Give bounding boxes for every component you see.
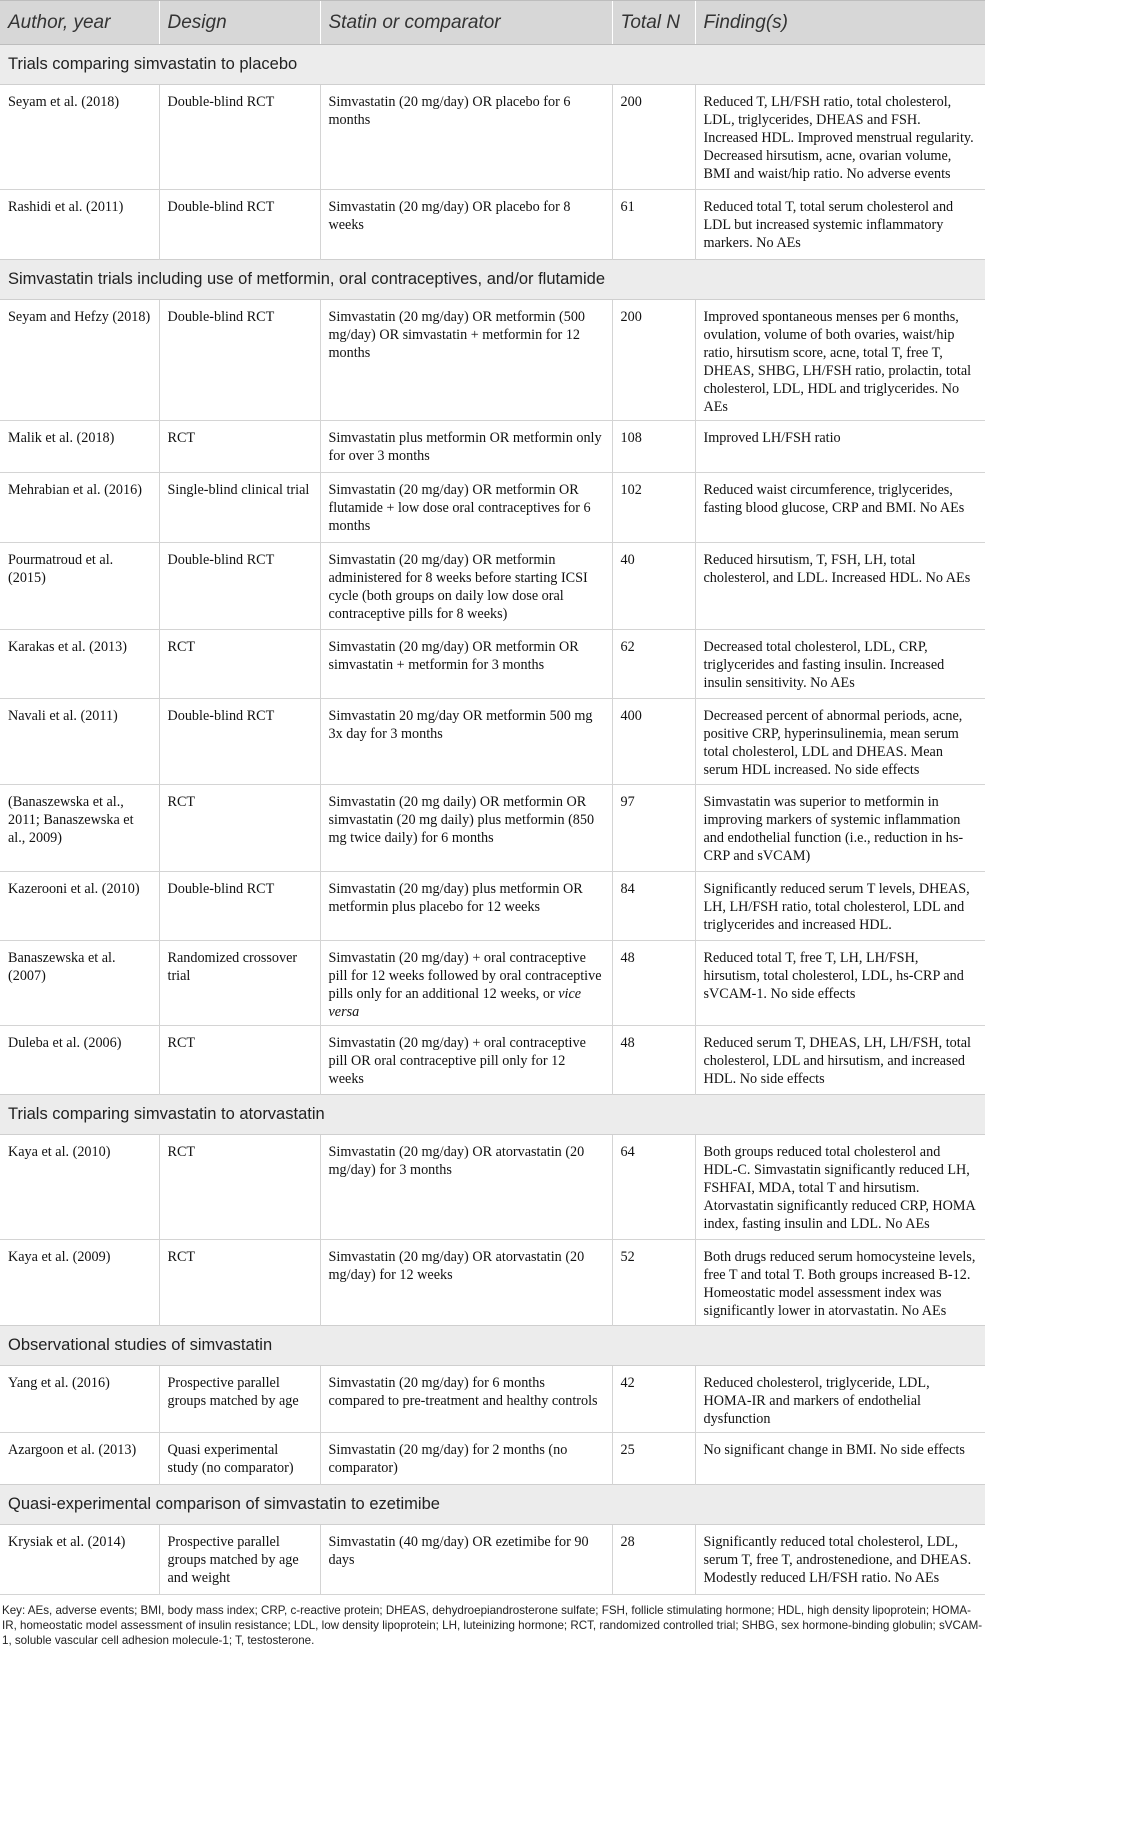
table-row	[0, 872, 985, 941]
table-row	[0, 543, 985, 630]
total-n-cell: 48	[612, 1026, 695, 1095]
section-title: Trials comparing simvastatin to atorvastatin	[0, 1095, 985, 1135]
table-row	[0, 300, 985, 421]
total-n-cell: 28	[612, 1525, 695, 1594]
table-row	[0, 699, 985, 785]
statin-comparator-cell: Simvastatin (20 mg/day) + oral contraceptive pill OR oral contraceptive pill only for 12 weeks	[320, 1026, 612, 1095]
total-n-cell: 108	[612, 421, 695, 473]
statin-comparator-cell: Simvastatin (20 mg/day) OR placebo for 6 months	[320, 85, 612, 190]
findings-cell: Improved spontaneous menses per 6 months, ovulation, volume of both ovaries, waist/hip ratio, hirsutism score, acne, total T, free T, DHEAS, SHBG, LH/FSH ratio, prolactin, total cholesterol, LDL, HDL and triglycerides. No AEs	[695, 300, 985, 421]
design-cell: RCT	[159, 630, 320, 699]
findings-cell: Reduced cholesterol, triglyceride, LDL, HOMA-IR and markers of endothelial dysfunction	[695, 1366, 985, 1433]
table-body	[0, 45, 985, 1594]
author-year-cell: Kazerooni et al. (2010)	[0, 872, 159, 941]
total-n-cell: 52	[612, 1240, 695, 1326]
header-statin-or-comparator: Statin or comparator	[320, 1, 612, 45]
findings-cell: Both groups reduced total cholesterol and HDL-C. Simvastatin significantly reduced LH, FSHFAI, MDA, total T and hirsutism. Atorvastatin significantly reduced CRP, HOMA index, fasting insulin and LDL. No AEs	[695, 1135, 985, 1240]
design-cell: Double-blind RCT	[159, 300, 320, 421]
total-n-cell: 25	[612, 1433, 695, 1485]
header-author-year: Author, year	[0, 1, 159, 45]
design-cell: Prospective parallel groups matched by age and weight	[159, 1525, 320, 1594]
statin-comparator-cell: Simvastatin (20 mg/day) OR placebo for 8 weeks	[320, 190, 612, 260]
table-row	[0, 1026, 985, 1095]
design-cell: Double-blind RCT	[159, 190, 320, 260]
statin-comparator-cell: Simvastatin (20 mg/day) OR metformin OR simvastatin + metformin for 3 months	[320, 630, 612, 699]
total-n-cell: 64	[612, 1135, 695, 1240]
findings-cell: Significantly reduced serum T levels, DHEAS, LH, LH/FSH ratio, total cholesterol, LDL and triglycerides and increased HDL.	[695, 872, 985, 941]
findings-cell: Decreased total cholesterol, LDL, CRP, triglycerides and fasting insulin. Increased insulin sensitivity. No AEs	[695, 630, 985, 699]
statin-comparator-cell: Simvastatin (20 mg/day) plus metformin OR metformin plus placebo for 12 weeks	[320, 872, 612, 941]
author-year-cell: Kaya et al. (2010)	[0, 1135, 159, 1240]
statin-comparator-cell: Simvastatin (20 mg/day) OR atorvastatin (20 mg/day) for 3 months	[320, 1135, 612, 1240]
total-n-cell: 97	[612, 785, 695, 872]
table-row	[0, 1240, 985, 1326]
statin-comparator-cell: Simvastatin (40 mg/day) OR ezetimibe for 90 days	[320, 1525, 612, 1594]
section-header-row	[0, 260, 985, 300]
table-row	[0, 85, 985, 190]
total-n-cell: 40	[612, 543, 695, 630]
author-year-cell: Azargoon et al. (2013)	[0, 1433, 159, 1485]
statin-comparator-cell: Simvastatin (20 mg daily) OR metformin OR simvastatin (20 mg daily) plus metformin (850 mg twice daily) for 6 months	[320, 785, 612, 872]
statin-comparator-cell: Simvastatin plus metformin OR metformin only for over 3 months	[320, 421, 612, 473]
findings-cell: Improved LH/FSH ratio	[695, 421, 985, 473]
section-header-row	[0, 1485, 985, 1525]
table-row	[0, 190, 985, 260]
table-row	[0, 1366, 985, 1433]
table-row	[0, 421, 985, 473]
table-row	[0, 1135, 985, 1240]
author-year-cell: Yang et al. (2016)	[0, 1366, 159, 1433]
total-n-cell: 200	[612, 300, 695, 421]
table-row	[0, 1433, 985, 1485]
design-cell: Single-blind clinical trial	[159, 473, 320, 543]
statin-text: Simvastatin (20 mg/day) + oral contraceptive pill for 12 weeks followed by oral contraceptive pills only for an additional 12 weeks, or	[328, 950, 602, 1002]
statin-comparator-cell: Simvastatin (20 mg/day) for 2 months (no comparator)	[320, 1433, 612, 1485]
header-findings: Finding(s)	[695, 1, 985, 45]
author-year-cell: Kaya et al. (2009)	[0, 1240, 159, 1326]
author-year-cell: Mehrabian et al. (2016)	[0, 473, 159, 543]
design-cell: RCT	[159, 421, 320, 473]
table-row	[0, 630, 985, 699]
section-header-row	[0, 1095, 985, 1135]
author-year-cell: Krysiak et al. (2014)	[0, 1525, 159, 1594]
statin-comparator-cell: Simvastatin (20 mg/day) OR metformin OR flutamide + low dose oral contraceptives for 6 months	[320, 473, 612, 543]
statin-comparator-cell	[320, 941, 612, 1026]
design-cell: Randomized crossover trial	[159, 941, 320, 1026]
table-row	[0, 941, 985, 1026]
section-title: Quasi-experimental comparison of simvastatin to ezetimibe	[0, 1485, 985, 1525]
table-footnote: Key: AEs, adverse events; BMI, body mass index; CRP, c-reactive protein; DHEAS, dehydroepiandrosterone sulfate; FSH, follicle stimulating hormone; HDL, high density lipoprotein; HOMA-IR, homeostatic model assessment of insulin resistance; LDL, low density lipoprotein; LH, luteinizing hormone; RCT, randomized controlled trial; SHBG, sex hormone-binding globulin; sVCAM-1, soluble vascular cell adhesion molecule-1; T, testosterone.	[0, 1594, 985, 1648]
findings-cell: No significant change in BMI. No side effects	[695, 1433, 985, 1485]
author-year-cell: Seyam and Hefzy (2018)	[0, 300, 159, 421]
statin-comparator-cell: Simvastatin (20 mg/day) for 6 months compared to pre-treatment and healthy controls	[320, 1366, 612, 1433]
design-cell: Double-blind RCT	[159, 543, 320, 630]
header-total-n: Total N	[612, 1, 695, 45]
total-n-cell: 102	[612, 473, 695, 543]
design-cell: Double-blind RCT	[159, 872, 320, 941]
statin-italic-text: vice versa	[328, 986, 582, 1020]
table-row	[0, 473, 985, 543]
total-n-cell: 200	[612, 85, 695, 190]
findings-cell: Simvastatin was superior to metformin in improving markers of systemic inflammation and endothelial function (i.e., reduction in hs-CRP and sVCAM)	[695, 785, 985, 872]
statin-comparator-cell: Simvastatin (20 mg/day) OR metformin (500 mg/day) OR simvastatin + metformin for 12 months	[320, 300, 612, 421]
design-cell: RCT	[159, 1026, 320, 1095]
table-row	[0, 1525, 985, 1594]
findings-cell: Both drugs reduced serum homocysteine levels, free T and total T. Both groups increased B-12. Homeostatic model assessment index was significantly lower in atorvastatin. No AEs	[695, 1240, 985, 1326]
section-header-row	[0, 45, 985, 85]
findings-cell: Significantly reduced total cholesterol, LDL, serum T, free T, androstenedione, and DHEAS. Modestly reduced LH/FSH ratio. No AEs	[695, 1525, 985, 1594]
author-year-cell: Banaszewska et al. (2007)	[0, 941, 159, 1026]
author-year-cell: Rashidi et al. (2011)	[0, 190, 159, 260]
total-n-cell: 400	[612, 699, 695, 785]
findings-cell: Reduced waist circumference, triglycerides, fasting blood glucose, CRP and BMI. No AEs	[695, 473, 985, 543]
findings-cell: Reduced hirsutism, T, FSH, LH, total cholesterol, and LDL. Increased HDL. No AEs	[695, 543, 985, 630]
section-header-row	[0, 1326, 985, 1366]
author-year-cell: Navali et al. (2011)	[0, 699, 159, 785]
header-row	[0, 1, 985, 45]
header-design: Design	[159, 1, 320, 45]
author-year-cell: Duleba et al. (2006)	[0, 1026, 159, 1095]
section-title: Trials comparing simvastatin to placebo	[0, 45, 985, 85]
table-header	[0, 1, 985, 45]
author-year-cell: Malik et al. (2018)	[0, 421, 159, 473]
findings-cell: Reduced total T, total serum cholesterol and LDL but increased systemic inflammatory markers. No AEs	[695, 190, 985, 260]
author-year-cell: (Banaszewska et al., 2011; Banaszewska et al., 2009)	[0, 785, 159, 872]
author-year-cell: Karakas et al. (2013)	[0, 630, 159, 699]
author-year-cell: Pourmatroud et al. (2015)	[0, 543, 159, 630]
statin-comparator-cell: Simvastatin (20 mg/day) OR metformin administered for 8 weeks before starting ICSI cycle (both groups on daily low dose oral contraceptive pills for 8 weeks)	[320, 543, 612, 630]
statin-comparator-cell: Simvastatin 20 mg/day OR metformin 500 mg 3x day for 3 months	[320, 699, 612, 785]
total-n-cell: 48	[612, 941, 695, 1026]
statin-comparator-cell: Simvastatin (20 mg/day) OR atorvastatin (20 mg/day) for 12 weeks	[320, 1240, 612, 1326]
findings-cell: Reduced T, LH/FSH ratio, total cholesterol, LDL, triglycerides, DHEAS and FSH. Increased HDL. Improved menstrual regularity. Decreased hirsutism, acne, ovarian volume, BMI and waist/hip ratio. No adverse events	[695, 85, 985, 190]
design-cell: Double-blind RCT	[159, 699, 320, 785]
author-year-cell: Seyam et al. (2018)	[0, 85, 159, 190]
design-cell: Double-blind RCT	[159, 85, 320, 190]
total-n-cell: 84	[612, 872, 695, 941]
section-title: Simvastatin trials including use of metformin, oral contraceptives, and/or flutamide	[0, 260, 985, 300]
design-cell: RCT	[159, 1240, 320, 1326]
table-row	[0, 785, 985, 872]
findings-cell: Decreased percent of abnormal periods, acne, positive CRP, hyperinsulinemia, mean serum total cholesterol, LDL and DHEAS. Mean serum HDL increased. No side effects	[695, 699, 985, 785]
section-title: Observational studies of simvastatin	[0, 1326, 985, 1366]
findings-cell: Reduced total T, free T, LH, LH/FSH, hirsutism, total cholesterol, LDL, hs-CRP and sVCAM-1. No side effects	[695, 941, 985, 1026]
design-cell: Quasi experimental study (no comparator)	[159, 1433, 320, 1485]
total-n-cell: 42	[612, 1366, 695, 1433]
design-cell: RCT	[159, 785, 320, 872]
total-n-cell: 62	[612, 630, 695, 699]
design-cell: Prospective parallel groups matched by age	[159, 1366, 320, 1433]
findings-cell: Reduced serum T, DHEAS, LH, LH/FSH, total cholesterol, LDL and hirsutism, and increased HDL. No side effects	[695, 1026, 985, 1095]
design-cell: RCT	[159, 1135, 320, 1240]
total-n-cell: 61	[612, 190, 695, 260]
